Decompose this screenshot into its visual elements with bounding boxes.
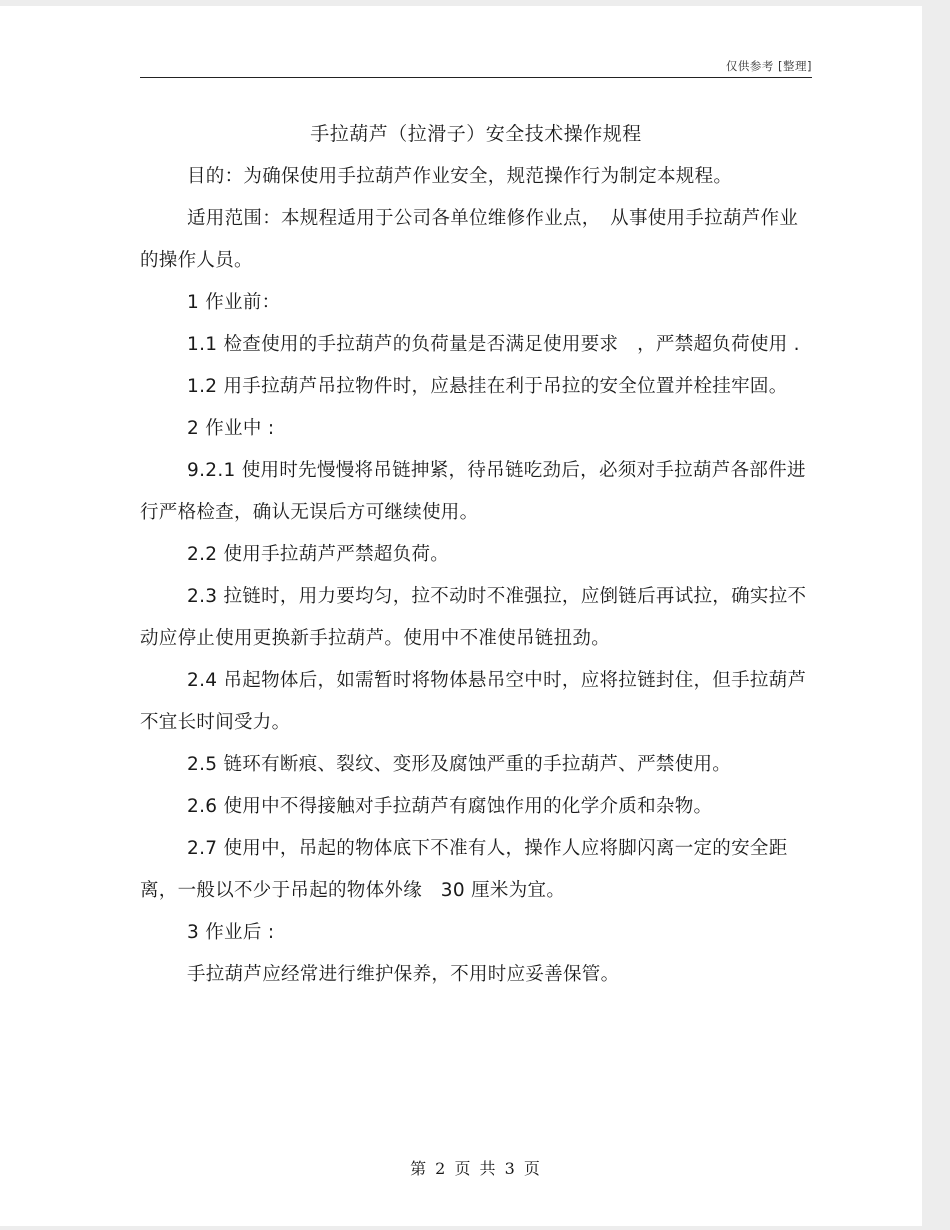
paragraph-1-2: 1.2 用手拉葫芦吊拉物件时，应悬挂在利于吊拉的安全位置并栓挂牢固。	[187, 376, 788, 397]
paragraph-2-6: 2.6 使用中不得接触对手拉葫芦有腐蚀作用的化学介质和杂物。	[187, 796, 713, 817]
document-body	[140, 156, 812, 996]
paragraph-purpose: 目的：为确保使用手拉葫芦作业安全，规范操作行为制定本规程。	[187, 166, 733, 187]
section-heading-before-work: 1 作业前：	[187, 292, 281, 313]
paragraph-1-1: 1.1 检查使用的手拉葫芦的负荷量是否满足使用要求 ，严禁超负荷使用 .	[187, 334, 800, 355]
paragraph-maintenance: 手拉葫芦应经常进行维护保养，不用时应妥善保管。	[187, 964, 620, 985]
paragraph-2-7: 2.7 使用中，吊起的物体底下不准有人，操作人应将脚闪离一定的安全距离，一般以不少于吊起的物体外缘 30 厘米为宜。	[140, 838, 788, 901]
section-heading-after-work: 3 作业后 :	[187, 922, 275, 943]
paragraph-2-3: 2.3 拉链时，用力要均匀，拉不动时不准强拉，应倒链后再试拉，确实拉不动应停止使用更换新手拉葫芦。使用中不准使吊链扭劲。	[140, 586, 807, 649]
paragraph-2-4: 2.4 吊起物体后，如需暂时将物体悬吊空中时，应将拉链封住，但手拉葫芦不宜长时间受力。	[140, 670, 807, 733]
page-number: 第 2 页 共 3 页	[410, 1159, 542, 1178]
header-divider	[140, 77, 812, 78]
paragraph-2-2: 2.2 使用手拉葫芦严禁超负荷。	[187, 544, 450, 565]
paragraph-scope: 适用范围：本规程适用于公司各单位维修作业点， 从事使用手拉葫芦作业的操作人员。	[140, 208, 799, 271]
document-title: 手拉葫芦（拉滑子）安全技术操作规程	[310, 123, 642, 145]
paragraph-2-5: 2.5 链环有断痕、裂纹、变形及腐蚀严重的手拉葫芦、严禁使用。	[187, 754, 732, 775]
document-page	[0, 6, 922, 1226]
paragraph-9-2-1: 9.2.1 使用时先慢慢将吊链抻紧，待吊链吃劲后，必须对手拉葫芦各部件进行严格检查，确认无误后方可继续使用。	[140, 460, 806, 523]
section-heading-during-work: 2 作业中 :	[187, 418, 275, 439]
header-reference: 仅供参考 [整理]	[725, 59, 812, 73]
